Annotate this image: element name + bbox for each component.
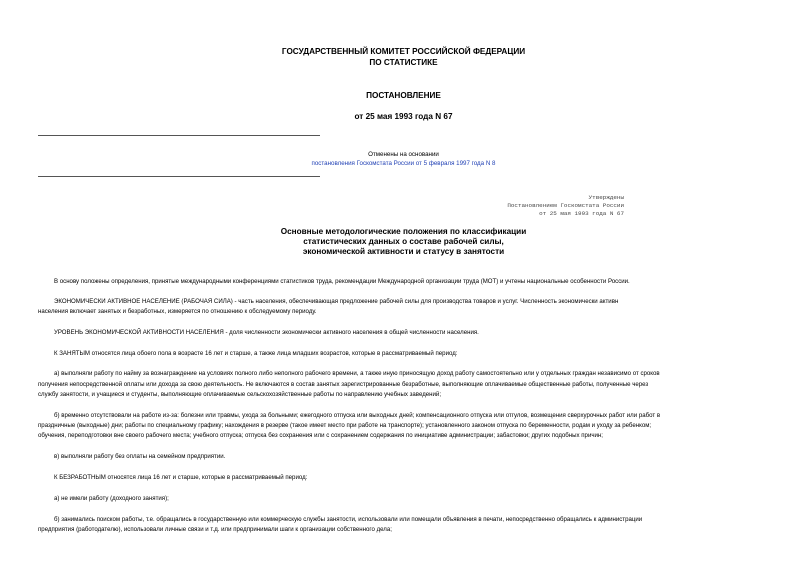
approval-line3: от 25 мая 1993 года N 67 [539, 210, 624, 217]
paragraph-employed: К ЗАНЯТЫМ относятся лица обоего пола в возрасте 16 лет и старше, а также лица младших возрастов, которые в рассматриваемый период: [54, 350, 458, 357]
paragraph-unemployed-a: а) не имели работу (доходного занятия); [54, 495, 169, 502]
paragraph-active-population-l2: населения включает занятых и безработных, измеряется по отношению к обследуемому периоду. [38, 308, 317, 315]
agency-name-line2: ПО СТАТИСТИКЕ [369, 58, 438, 67]
paragraph-activity-level [38, 328, 786, 339]
doc-title-line1: Основные методологические положения по классификации [280, 227, 527, 236]
divider-bottom [38, 176, 320, 177]
revocation-link[interactable]: постановления Госкомстата России от 5 февраля 1997 года N 8 [311, 160, 496, 167]
agency-name-line1: ГОСУДАРСТВЕННЫЙ КОМИТЕТ РОССИЙСКОЙ ФЕДЕРАЦИИ [281, 47, 526, 56]
paragraph-active-population-l1: ЭКОНОМИЧЕСКИ АКТИВНОЕ НАСЕЛЕНИЕ (РАБОЧАЯ СИЛА) - часть населения, обеспечивающая предложение рабочей силы для производства товаров и услуг. Численность экономически активн [54, 298, 619, 305]
paragraph-unemployed-b-l2: предприятия (работодателю), использовали личные связи и т.д. или предпринимали шаги к организации собственного дела; [38, 526, 392, 533]
doc-title-line3: экономической активности и статусу в занятости [302, 247, 505, 256]
doc-date: от 25 мая 1993 года N 67 [354, 112, 453, 121]
doc-title-line2: статистических данных о составе рабочей силы, [303, 237, 504, 246]
paragraph-employed-b-l2: праздничные (выходные) дни; работы по специальному графику; нахождения в резерве (такое имеет место при работе на транспорте); установленного законом отпуска по беременности, родам и уходу за ребенком; [38, 422, 652, 429]
paragraph-intro: В основу положены определения, принятые международными конференциями статистиков труда, рекомендации Международной организации труда (МОТ) и учтены национальные особенности России. [54, 278, 630, 285]
paragraph-employed-b-l1: б) временно отсутствовали на работе из-за: болезни или травмы, ухода за больными; ежегодного отпуска или выходных дней; компенсационного отпуска или отгулов, возмещения сверхурочных работ или работ в [54, 412, 661, 419]
paragraph-unemployed: К БЕЗРАБОТНЫМ относятся лица 16 лет и старше, которые в рассматриваемый период: [54, 474, 308, 481]
paragraph-employed-a-l1: а) выполняли работу по найму за вознаграждение на условиях полного либо неполного рабочего времени, а также иную приносящую доход работу самостоятельно или у отдельных граждан независимо от сроков [54, 370, 660, 377]
paragraph-employed-b-l3: обучения, переподготовки вне своего рабочего места; учебного отпуска; отпуска без сохранения или с сохранением содержания по инициативе администрации; забастовки; других подобных причин; [38, 432, 603, 439]
paragraph-employed-a-l2: получения непосредственной оплаты или дохода за свою деятельность. Не включаются в состав занятых зарегистрированные безработные, выполняющие оплачиваемые общественные работы, полученные через [38, 381, 649, 388]
activity-level-term: УРОВЕНЬ ЭКОНОМИЧЕСКОЙ АКТИВНОСТИ НАСЕЛЕНИЯ [54, 329, 224, 336]
divider-top [38, 135, 320, 136]
approval-line2: Постановлением Госкомстата России [507, 202, 624, 209]
approval-line1: Утверждены [588, 194, 624, 201]
activity-level-definition: - доля численности экономически активного населения в общей численности населения. [223, 329, 479, 336]
paragraph-employed-a-l3: службу занятости, и учащиеся и студенты, выполняющие оплачиваемые сельскохозяйственные работы по направлению учебных заведений; [38, 391, 442, 398]
paragraph-unemployed-b-l1: б) занимались поиском работы, т.е. обращались в государственную или коммерческую службы занятости, использовали или помещали объявления в печати, непосредственно обращались к администрации [54, 516, 643, 523]
paragraph-employed-c: в) выполняли работу без оплаты на семейном предприятии. [54, 453, 226, 460]
doc-type: ПОСТАНОВЛЕНИЕ [366, 91, 441, 100]
revocation-note: Отменены на основании [368, 151, 439, 158]
